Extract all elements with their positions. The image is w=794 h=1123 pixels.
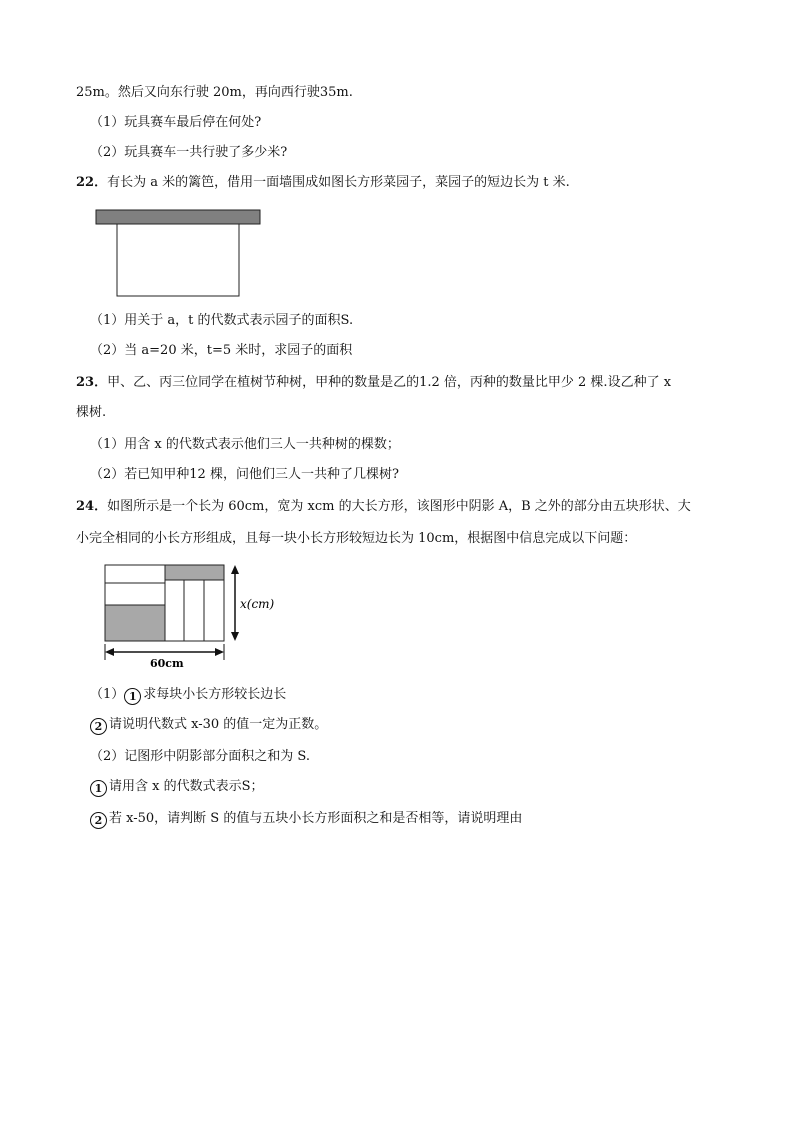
wall [96,210,260,224]
circled-number-2: 2 [90,718,107,735]
small-rectangle [105,583,165,605]
circled-number-1: 1 [124,688,141,705]
q24-sub1-prefix: （1） [90,687,125,702]
q24-sub1-a: 求每块小长方形较长边长 [143,687,287,702]
height-arrow-head-top [231,565,239,574]
q23-sub2: （2）若已知甲种12 棵，问他们三人一共种了几棵树? [90,467,399,482]
q23-text-line1: 甲、乙、丙三位同学在植树节种树，甲种的数量是乙的1.2 倍，丙种的数量比甲少 2 棵.设乙种了 x [107,375,672,390]
q22-sub2: （2）当 a=20 米，t=5 米时，求园子的面积 [90,343,353,358]
garden-figure [90,206,270,301]
intro-line: 25m。然后又向东行驶 20m，再向西行驶35m. [76,85,353,100]
rectangle-figure [100,560,300,670]
circled-number-2: 2 [90,812,107,829]
q24-stem [76,498,691,516]
q23-number: 23． [76,375,108,390]
q23-stem [76,374,671,392]
q24-sub2-a-line [90,778,264,797]
q24-sub2-b: 若 x-50，请判断 S 的值与五块小长方形面积之和是否相等，请说明理由 [109,811,523,826]
small-rectangle [105,565,165,583]
q21-sub1: （1）玩具赛车最后停在何处? [90,115,262,130]
q24-sub2-b-line [90,810,522,829]
q22-text: 有长为 a 米的篱笆，借用一面墙围成如图长方形菜园子，菜园子的短边长为 t 米. [107,175,570,190]
shaded-region-b [105,605,165,641]
width-label: 60cm [150,657,184,670]
garden-rectangle [117,224,239,296]
q24-sub1 [90,686,286,705]
width-arrow-head-left [105,648,114,656]
height-label: x(cm) [240,597,275,611]
shaded-region-a [165,565,224,580]
q22-stem [76,174,570,192]
q24-number: 24． [76,499,108,514]
q22-sub1: （1）用关于 a，t 的代数式表示园子的面积S. [90,313,354,328]
q23-sub1: （1）用含 x 的代数式表示他们三人一共种树的棵数； [90,437,400,452]
q24-text-line1: 如图所示是一个长为 60cm，宽为 xcm 的大长方形，该图形中阴影 A，B 之外的部分由五块形状、大 [107,499,691,514]
q23-text-line2: 棵树. [76,405,107,420]
q24-sub2: （2）记图形中阴影部分面积之和为 S. [90,749,310,764]
width-arrow-head-right [215,648,224,656]
q24-sub2-a: 请用含 x 的代数式表示S； [109,779,264,794]
q24-sub1-b: 请说明代数式 x-30 的值一定为正数。 [109,717,328,732]
q21-sub2: （2）玩具赛车一共行驶了多少米? [90,145,288,160]
q24-sub1-b-line [90,716,327,735]
q24-text-line2: 小完全相同的小长方形组成，且每一块小长方形较短边长为 10cm，根据图中信息完成以下问题： [76,531,637,546]
circled-number-1: 1 [90,780,107,797]
height-arrow-head-bottom [231,632,239,641]
q22-number: 22． [76,175,108,190]
